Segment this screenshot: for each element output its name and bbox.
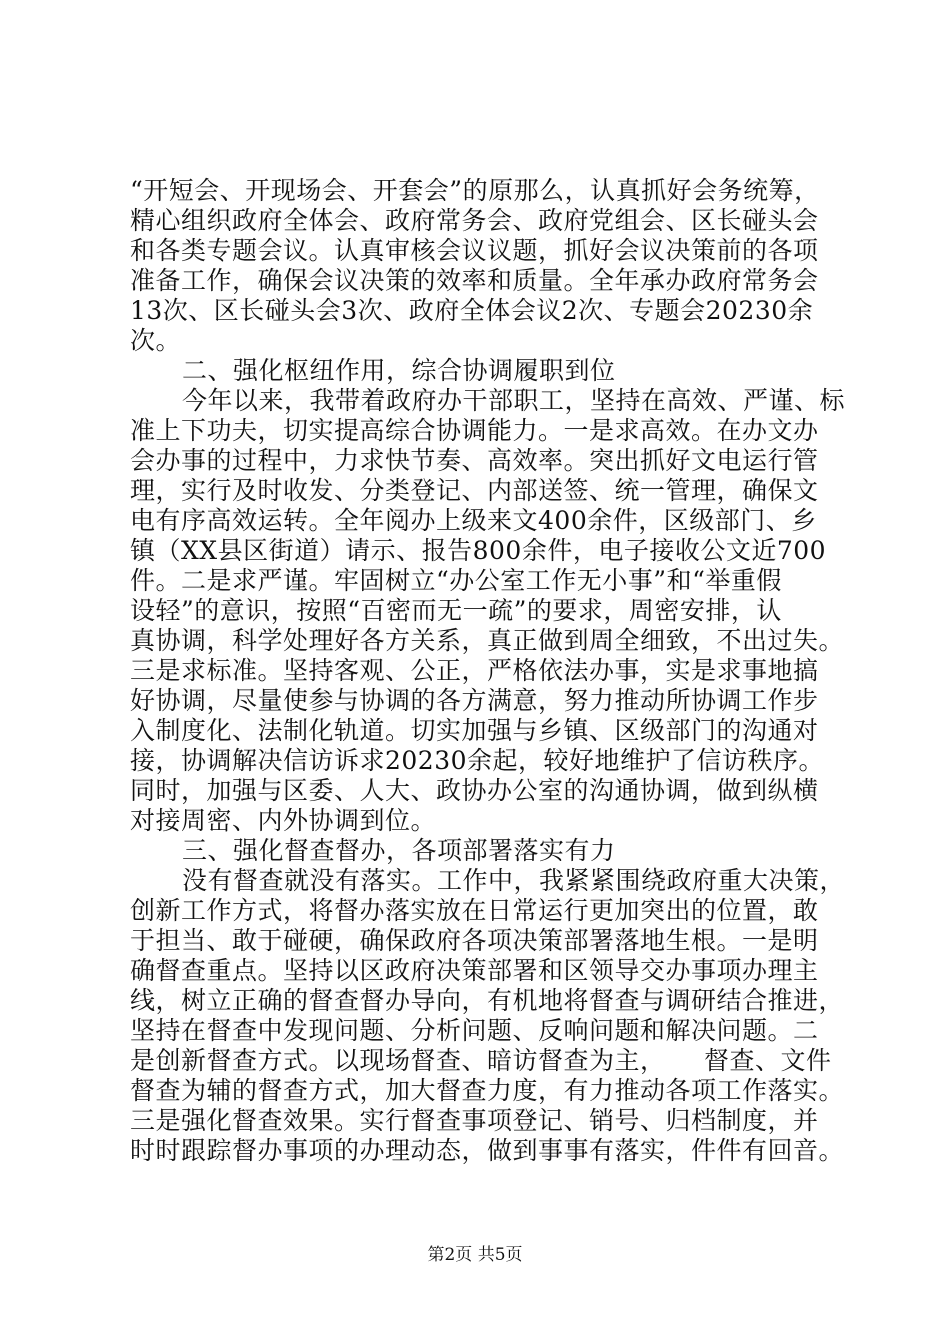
body-line: 对接周密、内外协调到位。 (130, 806, 437, 835)
body-line: 会办事的过程中，力求快节奏、高效率。突出抓好文电运行管 (130, 446, 819, 475)
body-line: 督查为辅的督查方式，加大督查力度，有力推动各项工作落实。 (130, 1076, 845, 1105)
body-line: 准上下功夫，切实提高综合协调能力。一是求高效。在办文办 (130, 416, 819, 445)
section-heading: 三、强化督查督办，各项部署落实有力 (182, 836, 616, 865)
body-line: 线，树立正确的督查督办导向，有机地将督查与调研结合推进， (130, 986, 845, 1015)
body-line: 理，实行及时收发、分类登记、内部送签、统一管理，确保文 (130, 476, 819, 505)
body-line: 和各类专题会议。认真审核会议议题，抓好会议决策前的各项 (130, 236, 819, 265)
body-line: 真协调，科学处理好各方关系，真正做到周全细致，不出过失。 (130, 626, 845, 655)
body-line: “开短会、开现场会、开套会”的原那么，认真抓好会务统筹， (130, 176, 820, 205)
body-line: 次。 (130, 326, 182, 355)
body-line: 好协调，尽量使参与协调的各方满意，努力推动所协调工作步 (130, 686, 819, 715)
paragraph-first-line: 没有督查就没有落实。工作中，我紧紧围绕政府重大决策， (182, 866, 846, 895)
body-line: 三是求标准。坚持客观、公正，严格依法办事，实是求事地搞 (130, 656, 819, 685)
document-body (130, 176, 850, 1166)
body-line: 时时跟踪督办事项的办理动态，做到事事有落实，件件有回音。 (130, 1136, 845, 1165)
body-line: 准备工作，确保会议决策的效率和质量。全年承办政府常务会 (130, 266, 819, 295)
body-line: 电有序高效运转。全年阅办上级来文400余件，区级部门、乡 (130, 506, 817, 535)
body-line: 于担当、敢于碰硬，确保政府各项决策部署落地生根。一是明 (130, 926, 819, 955)
paragraph-first-line: 今年以来，我带着政府办干部职工，坚持在高效、严谨、标 (182, 386, 846, 415)
body-line: 确督查重点。坚持以区政府决策部署和区领导交办事项办理主 (130, 956, 819, 985)
section-heading: 二、强化枢纽作用，综合协调履职到位 (182, 356, 616, 385)
body-line: 入制度化、法制化轨道。切实加强与乡镇、区级部门的沟通对 (130, 716, 819, 745)
body-line: 是创新督查方式。以现场督查、暗访督查为主， 督查、文件 (130, 1046, 832, 1075)
body-line: 三是强化督查效果。实行督查事项登记、销号、归档制度，并 (130, 1106, 819, 1135)
body-line: 13次、区长碰头会3次、政府全体会议2次、专题会20230余 (130, 296, 814, 325)
body-line: 设轻”的意识，按照“百密而无一疏”的要求，周密安排，认 (130, 596, 782, 625)
body-line: 镇（XX县区街道）请示、报告800余件，电子接收公文近700 (130, 536, 827, 565)
page-number-footer: 第2页 共5页 (427, 1245, 523, 1265)
body-line: 接，协调解决信访诉求20230余起，较好地维护了信访秩序。 (130, 746, 825, 775)
body-line: 精心组织政府全体会、政府常务会、政府党组会、区长碰头会 (130, 206, 819, 235)
body-line: 坚持在督查中发现问题、分析问题、反响问题和解决问题。二 (130, 1016, 819, 1045)
body-line: 同时，加强与区委、人大、政协办公室的沟通协调，做到纵横 (130, 776, 819, 805)
body-line: 件。二是求严谨。牢固树立“办公室工作无小事”和“举重假 (130, 566, 782, 595)
body-line: 创新工作方式，将督办落实放在日常运行更加突出的位置，敢 (130, 896, 819, 925)
